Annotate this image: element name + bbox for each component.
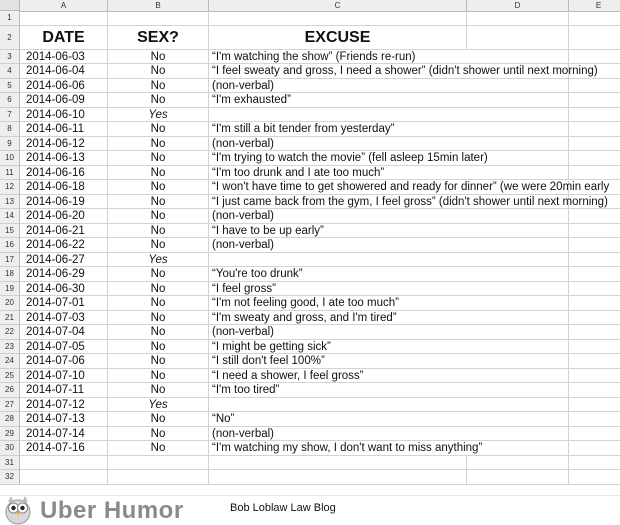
cell-e[interactable] (569, 238, 620, 253)
cell-sex[interactable]: No (108, 296, 209, 311)
column-header-b[interactable]: B (108, 0, 209, 11)
cell-d[interactable] (467, 209, 569, 224)
cell-e[interactable] (569, 166, 620, 181)
row-header[interactable]: 16 (0, 238, 20, 253)
cell-date[interactable]: 2014-07-05 (20, 340, 108, 355)
cell-excuse[interactable]: “I have to be up early” (209, 224, 467, 239)
cell-excuse[interactable]: “No” (209, 412, 467, 427)
cell-sex[interactable]: No (108, 79, 209, 94)
cell-excuse[interactable]: “I still don't feel 100%” (209, 354, 467, 369)
row-header[interactable]: 14 (0, 209, 20, 224)
cell-sex[interactable]: No (108, 64, 209, 79)
row-header[interactable]: 29 (0, 427, 20, 442)
cell-date[interactable]: 2014-07-03 (20, 311, 108, 326)
row-header[interactable]: 3 (0, 50, 20, 65)
cell-e[interactable] (569, 267, 620, 282)
cell-d[interactable] (467, 296, 569, 311)
cell-e[interactable] (569, 209, 620, 224)
cell-d[interactable] (467, 398, 569, 413)
column-header-e[interactable]: E (569, 0, 620, 11)
header-excuse[interactable]: EXCUSE (209, 26, 467, 50)
cell-e[interactable] (569, 311, 620, 326)
cell-sex[interactable]: No (108, 383, 209, 398)
cell-sex[interactable]: Yes (108, 108, 209, 123)
cell-d[interactable] (467, 369, 569, 384)
cell-sex[interactable] (108, 456, 209, 471)
select-all-corner[interactable] (0, 0, 20, 11)
cell-d[interactable] (467, 50, 569, 65)
cell-sex[interactable]: No (108, 238, 209, 253)
cell-date[interactable]: 2014-07-12 (20, 398, 108, 413)
cell-excuse[interactable] (209, 470, 467, 485)
cell-excuse[interactable]: “You're too drunk” (209, 267, 467, 282)
cell-date[interactable] (20, 11, 108, 26)
cell-sex[interactable]: Yes (108, 253, 209, 268)
cell-d[interactable] (467, 122, 569, 137)
cell-e[interactable] (569, 296, 620, 311)
cell-e[interactable] (569, 441, 620, 456)
cell-date[interactable]: 2014-07-16 (20, 441, 108, 456)
header-sex[interactable]: SEX? (108, 26, 209, 50)
cell-sex[interactable]: No (108, 50, 209, 65)
cell-d[interactable] (467, 267, 569, 282)
cell-excuse[interactable]: “I might be getting sick” (209, 340, 467, 355)
row-header[interactable]: 21 (0, 311, 20, 326)
row-header[interactable]: 32 (0, 470, 20, 485)
cell-sex[interactable]: No (108, 93, 209, 108)
cell-e[interactable] (569, 456, 620, 471)
cell-d[interactable] (467, 166, 569, 181)
cell-excuse[interactable]: (non-verbal) (209, 79, 467, 94)
row-header[interactable]: 5 (0, 79, 20, 94)
cell-e[interactable] (569, 11, 620, 26)
header-date[interactable]: DATE (20, 26, 108, 50)
cell-date[interactable]: 2014-06-13 (20, 151, 108, 166)
cell-d[interactable] (467, 282, 569, 297)
row-header[interactable]: 17 (0, 253, 20, 268)
row-header[interactable]: 31 (0, 456, 20, 471)
row-header[interactable]: 15 (0, 224, 20, 239)
cell-sex[interactable]: No (108, 166, 209, 181)
cell-excuse[interactable]: “I won't have time to get showered and ready for dinner” (we were 20min early (209, 180, 467, 195)
cell-excuse[interactable]: “I feel sweaty and gross, I need a shower” (didn't shower until next morning) (209, 64, 467, 79)
cell-e[interactable] (569, 151, 620, 166)
cell-excuse[interactable]: “I need a shower, I feel gross” (209, 369, 467, 384)
row-header[interactable]: 26 (0, 383, 20, 398)
cell-e[interactable] (569, 412, 620, 427)
cell-sex[interactable] (108, 470, 209, 485)
cell-excuse[interactable] (209, 456, 467, 471)
cell-d[interactable] (467, 311, 569, 326)
cell-excuse[interactable]: “I'm sweaty and gross, and I'm tired” (209, 311, 467, 326)
cell-date[interactable]: 2014-06-30 (20, 282, 108, 297)
cell-date[interactable]: 2014-06-29 (20, 267, 108, 282)
cell-e[interactable] (569, 340, 620, 355)
cell-date[interactable]: 2014-06-03 (20, 50, 108, 65)
row-header[interactable]: 4 (0, 64, 20, 79)
cell-d[interactable] (467, 137, 569, 152)
cell-excuse[interactable]: “I'm not feeling good, I ate too much” (209, 296, 467, 311)
cell-d[interactable] (467, 325, 569, 340)
row-header[interactable]: 30 (0, 441, 20, 456)
cell-date[interactable]: 2014-07-14 (20, 427, 108, 442)
cell-e[interactable] (569, 383, 620, 398)
cell-sex[interactable]: Yes (108, 398, 209, 413)
row-header[interactable]: 7 (0, 108, 20, 123)
cell-excuse[interactable]: “I'm still a bit tender from yesterday” (209, 122, 467, 137)
row-header[interactable]: 28 (0, 412, 20, 427)
cell-excuse[interactable]: (non-verbal) (209, 238, 467, 253)
cell-d[interactable] (467, 354, 569, 369)
cell-d[interactable] (467, 456, 569, 471)
cell-e[interactable] (569, 354, 620, 369)
cell-excuse[interactable] (209, 398, 467, 413)
cell-e[interactable] (569, 398, 620, 413)
cell-date[interactable]: 2014-06-04 (20, 64, 108, 79)
cell-date[interactable]: 2014-06-06 (20, 79, 108, 94)
row-header[interactable]: 23 (0, 340, 20, 355)
cell-date[interactable]: 2014-06-19 (20, 195, 108, 210)
row-header[interactable]: 12 (0, 180, 20, 195)
cell-d[interactable] (467, 253, 569, 268)
cell-sex[interactable]: No (108, 427, 209, 442)
cell-date[interactable]: 2014-06-12 (20, 137, 108, 152)
cell-d[interactable] (467, 340, 569, 355)
cell-d[interactable] (467, 26, 569, 50)
brand-name: Uber Humor (40, 497, 184, 524)
cell-e[interactable] (569, 470, 620, 485)
cell-date[interactable]: 2014-07-13 (20, 412, 108, 427)
cell-e[interactable] (569, 79, 620, 94)
cell-date[interactable]: 2014-06-18 (20, 180, 108, 195)
cell-excuse[interactable]: “I feel gross” (209, 282, 467, 297)
cell-date[interactable]: 2014-07-10 (20, 369, 108, 384)
row-header[interactable]: 24 (0, 354, 20, 369)
column-header-a[interactable]: A (20, 0, 108, 11)
row-header[interactable]: 1 (0, 11, 20, 26)
cell-e[interactable] (569, 108, 620, 123)
row-header[interactable]: 6 (0, 93, 20, 108)
cell-excuse[interactable]: “I'm watching the show” (Friends re-run) (209, 50, 467, 65)
cell-e[interactable] (569, 325, 620, 340)
cell-excuse[interactable]: “I'm too tired” (209, 383, 467, 398)
cell-excuse[interactable]: (non-verbal) (209, 209, 467, 224)
cell-excuse[interactable]: “I'm too drunk and I ate too much” (209, 166, 467, 181)
cell-date[interactable]: 2014-06-22 (20, 238, 108, 253)
cell-d[interactable] (467, 441, 569, 456)
cell-e[interactable] (569, 253, 620, 268)
cell-sex[interactable]: No (108, 412, 209, 427)
cell-sex[interactable] (108, 11, 209, 26)
cell-e[interactable] (569, 282, 620, 297)
cell-excuse[interactable] (209, 108, 467, 123)
cell-d[interactable] (467, 224, 569, 239)
cell-date[interactable]: 2014-07-04 (20, 325, 108, 340)
cell-excuse[interactable]: (non-verbal) (209, 325, 467, 340)
cell-e[interactable] (569, 427, 620, 442)
cell-sex[interactable]: No (108, 195, 209, 210)
cell-d[interactable] (467, 412, 569, 427)
cell-sex[interactable]: No (108, 325, 209, 340)
cell-sex[interactable]: No (108, 340, 209, 355)
column-header-d[interactable]: D (467, 0, 569, 11)
cell-excuse[interactable] (209, 11, 467, 26)
cell-date[interactable]: 2014-06-16 (20, 166, 108, 181)
cell-excuse[interactable]: (non-verbal) (209, 137, 467, 152)
cell-sex[interactable]: No (108, 354, 209, 369)
cell-sex[interactable]: No (108, 369, 209, 384)
cell-date[interactable]: 2014-07-11 (20, 383, 108, 398)
row-header[interactable]: 18 (0, 267, 20, 282)
cell-sex[interactable]: No (108, 311, 209, 326)
cell-e[interactable] (569, 50, 620, 65)
cell-date[interactable]: 2014-07-01 (20, 296, 108, 311)
row-header[interactable]: 9 (0, 137, 20, 152)
blog-caption: Bob Loblaw Law Blog (230, 502, 336, 514)
cell-d[interactable] (467, 470, 569, 485)
cell-e[interactable] (569, 93, 620, 108)
cell-sex[interactable]: No (108, 267, 209, 282)
row-header[interactable]: 27 (0, 398, 20, 413)
cell-date[interactable] (20, 456, 108, 471)
cell-excuse[interactable]: “I'm exhausted” (209, 93, 467, 108)
row-header[interactable]: 10 (0, 151, 20, 166)
footer-banner (0, 495, 620, 525)
row-header[interactable]: 2 (0, 26, 20, 50)
cell-sex[interactable]: No (108, 137, 209, 152)
cell-d[interactable] (467, 11, 569, 26)
cell-excuse[interactable]: “I'm trying to watch the movie” (fell asleep 15min later) (209, 151, 467, 166)
cell-d[interactable] (467, 427, 569, 442)
cell-date[interactable]: 2014-07-06 (20, 354, 108, 369)
row-header[interactable]: 13 (0, 195, 20, 210)
row-header[interactable]: 25 (0, 369, 20, 384)
cell-excuse[interactable]: (non-verbal) (209, 427, 467, 442)
cell-e[interactable] (569, 137, 620, 152)
cell-date[interactable]: 2014-06-10 (20, 108, 108, 123)
cell-sex[interactable]: No (108, 151, 209, 166)
cell-date[interactable]: 2014-06-11 (20, 122, 108, 137)
cell-d[interactable] (467, 383, 569, 398)
cell-date[interactable]: 2014-06-21 (20, 224, 108, 239)
cell-e[interactable] (569, 369, 620, 384)
cell-date[interactable]: 2014-06-20 (20, 209, 108, 224)
cell-d[interactable] (467, 108, 569, 123)
cell-sex[interactable]: No (108, 441, 209, 456)
cell-excuse[interactable] (209, 253, 467, 268)
row-header[interactable]: 20 (0, 296, 20, 311)
cell-excuse[interactable]: “I'm watching my show, I don't want to miss anything” (209, 441, 467, 456)
cell-d[interactable] (467, 93, 569, 108)
column-header-c[interactable]: C (209, 0, 467, 11)
row-header[interactable]: 22 (0, 325, 20, 340)
cell-date[interactable]: 2014-06-09 (20, 93, 108, 108)
cell-d[interactable] (467, 79, 569, 94)
row-header[interactable]: 19 (0, 282, 20, 297)
cell-sex[interactable]: No (108, 180, 209, 195)
cell-date[interactable]: 2014-06-27 (20, 253, 108, 268)
cell-sex[interactable]: No (108, 122, 209, 137)
cell-e[interactable] (569, 122, 620, 137)
owl-icon (2, 493, 34, 525)
cell-sex[interactable]: No (108, 209, 209, 224)
cell-date[interactable] (20, 470, 108, 485)
cell-sex[interactable]: No (108, 282, 209, 297)
cell-excuse[interactable]: “I just came back from the gym, I feel gross” (didn't shower until next morning) (209, 195, 467, 210)
cell-d[interactable] (467, 238, 569, 253)
cell-e[interactable] (569, 26, 620, 50)
row-header[interactable]: 8 (0, 122, 20, 137)
cell-sex[interactable]: No (108, 224, 209, 239)
row-header[interactable]: 11 (0, 166, 20, 181)
cell-e[interactable] (569, 224, 620, 239)
